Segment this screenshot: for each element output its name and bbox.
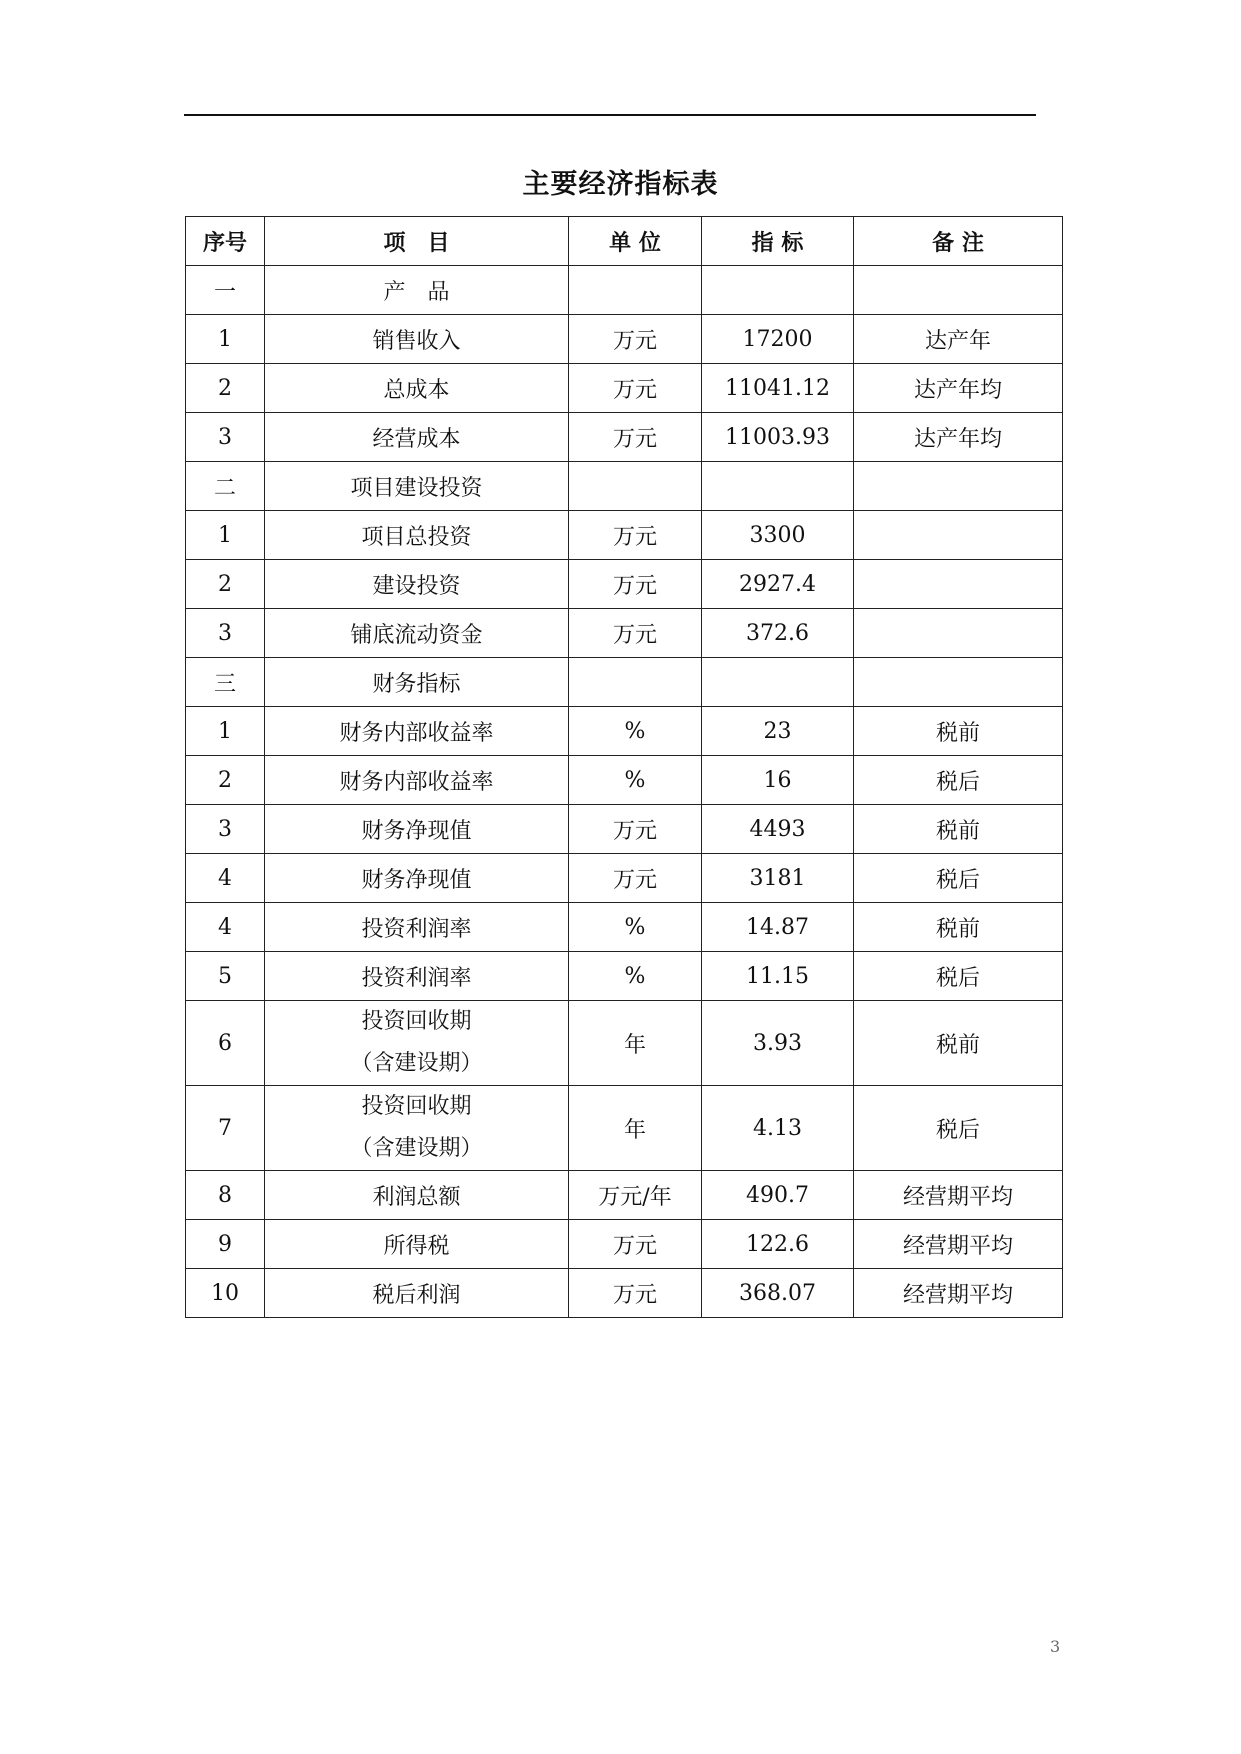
row-seq: 1: [186, 511, 265, 560]
row-item: 利润总额: [265, 1171, 569, 1220]
row-value: 4.13: [702, 1086, 854, 1171]
row-seq: 7: [186, 1086, 265, 1171]
table-row: [186, 658, 1063, 707]
row-seq: 10: [186, 1269, 265, 1318]
row-seq: 二: [186, 462, 265, 511]
row-note: 达产年均: [854, 364, 1063, 413]
row-unit: 万元: [569, 315, 702, 364]
row-item: 财务内部收益率: [265, 707, 569, 756]
table-row: [186, 266, 1063, 315]
row-note: 税前: [854, 805, 1063, 854]
row-item: 财务净现值: [265, 805, 569, 854]
row-item: 项目建设投资: [265, 462, 569, 511]
table-row: [186, 1001, 1063, 1086]
row-item: 销售收入: [265, 315, 569, 364]
row-seq: 1: [186, 315, 265, 364]
row-value: 2927.4: [702, 560, 854, 609]
row-note: 达产年均: [854, 413, 1063, 462]
table-header-row: [186, 217, 1063, 266]
row-value: 368.07: [702, 1269, 854, 1318]
row-value: 4493: [702, 805, 854, 854]
row-unit: [569, 658, 702, 707]
header-item: 项 目: [265, 217, 569, 266]
table-row: [186, 413, 1063, 462]
header-unit: 单 位: [569, 217, 702, 266]
row-unit: 万元: [569, 805, 702, 854]
row-seq: 6: [186, 1001, 265, 1086]
row-value: 23: [702, 707, 854, 756]
row-note: 经营期平均: [854, 1269, 1063, 1318]
row-seq: 一: [186, 266, 265, 315]
row-seq: 5: [186, 952, 265, 1001]
row-item: 投资利润率: [265, 903, 569, 952]
row-item: 财务内部收益率: [265, 756, 569, 805]
table-row: [186, 609, 1063, 658]
row-unit: [569, 462, 702, 511]
row-unit: 万元: [569, 854, 702, 903]
row-value: [702, 462, 854, 511]
row-unit: %: [569, 707, 702, 756]
row-unit: 万元: [569, 511, 702, 560]
row-note: 税后: [854, 952, 1063, 1001]
header-value: 指 标: [702, 217, 854, 266]
row-value: 122.6: [702, 1220, 854, 1269]
row-unit: 万元: [569, 609, 702, 658]
row-value: 3.93: [702, 1001, 854, 1086]
table-row: [186, 707, 1063, 756]
row-value: 14.87: [702, 903, 854, 952]
table-row: [186, 903, 1063, 952]
row-item: 总成本: [265, 364, 569, 413]
table-row: [186, 805, 1063, 854]
table-row: [186, 364, 1063, 413]
row-value: [702, 658, 854, 707]
header-seq: 序号: [186, 217, 265, 266]
row-item-line1: 投资回收期: [361, 1009, 472, 1034]
row-item: 税后利润: [265, 1269, 569, 1318]
row-seq: 2: [186, 364, 265, 413]
row-unit: 万元: [569, 364, 702, 413]
row-item: 建设投资: [265, 560, 569, 609]
row-note: [854, 609, 1063, 658]
row-note: [854, 658, 1063, 707]
row-item: 经营成本: [265, 413, 569, 462]
row-seq: 8: [186, 1171, 265, 1220]
economic-indicators-table: [185, 216, 1063, 1318]
row-note: 达产年: [854, 315, 1063, 364]
header-note: 备 注: [854, 217, 1063, 266]
table-row: [186, 854, 1063, 903]
row-unit: 万元: [569, 413, 702, 462]
row-seq: 3: [186, 805, 265, 854]
row-unit: 年: [569, 1001, 702, 1086]
row-value: [702, 266, 854, 315]
row-note: 税后: [854, 854, 1063, 903]
row-note: 经营期平均: [854, 1171, 1063, 1220]
row-item: 项目总投资: [265, 511, 569, 560]
row-unit: %: [569, 903, 702, 952]
table-row: [186, 952, 1063, 1001]
row-note: 经营期平均: [854, 1220, 1063, 1269]
table-row: [186, 1269, 1063, 1318]
row-note: [854, 462, 1063, 511]
table-title: 主要经济指标表: [522, 169, 719, 200]
row-item: [265, 1001, 569, 1086]
row-seq: 4: [186, 854, 265, 903]
row-note: 税前: [854, 903, 1063, 952]
row-note: 税前: [854, 1001, 1063, 1086]
row-item: [265, 1086, 569, 1171]
row-value: 11.15: [702, 952, 854, 1001]
row-unit: 年: [569, 1086, 702, 1171]
table-row: [186, 1171, 1063, 1220]
row-item: 财务净现值: [265, 854, 569, 903]
table-row: [186, 560, 1063, 609]
row-value: 11041.12: [702, 364, 854, 413]
row-unit: 万元: [569, 1269, 702, 1318]
row-item: 铺底流动资金: [265, 609, 569, 658]
row-item-line2: （含建设期）: [350, 1136, 483, 1161]
row-note: [854, 266, 1063, 315]
row-seq: 3: [186, 413, 265, 462]
table-row: [186, 1220, 1063, 1269]
row-unit: %: [569, 952, 702, 1001]
table-row: [186, 511, 1063, 560]
table-row: [186, 756, 1063, 805]
row-note: 税后: [854, 1086, 1063, 1171]
row-value: 3181: [702, 854, 854, 903]
row-value: 17200: [702, 315, 854, 364]
row-unit: 万元: [569, 1220, 702, 1269]
row-seq: 2: [186, 756, 265, 805]
page-number: 3: [1050, 1637, 1061, 1656]
row-note: [854, 511, 1063, 560]
row-item: 所得税: [265, 1220, 569, 1269]
row-item: 财务指标: [265, 658, 569, 707]
row-unit: 万元: [569, 560, 702, 609]
row-item: 投资利润率: [265, 952, 569, 1001]
row-unit: %: [569, 756, 702, 805]
table-row: [186, 315, 1063, 364]
row-value: 372.6: [702, 609, 854, 658]
row-value: 16: [702, 756, 854, 805]
row-item-line2: （含建设期）: [350, 1051, 483, 1076]
row-item: 产 品: [265, 266, 569, 315]
row-note: 税前: [854, 707, 1063, 756]
row-value: 3300: [702, 511, 854, 560]
row-seq: 1: [186, 707, 265, 756]
row-value: 11003.93: [702, 413, 854, 462]
row-seq: 三: [186, 658, 265, 707]
row-note: [854, 560, 1063, 609]
row-seq: 4: [186, 903, 265, 952]
row-unit: 万元/年: [569, 1171, 702, 1220]
table-row: [186, 462, 1063, 511]
row-value: 490.7: [702, 1171, 854, 1220]
row-unit: [569, 266, 702, 315]
row-seq: 3: [186, 609, 265, 658]
row-item-line1: 投资回收期: [361, 1094, 472, 1119]
row-seq: 9: [186, 1220, 265, 1269]
table-row: [186, 1086, 1063, 1171]
row-note: 税后: [854, 756, 1063, 805]
header-rule: [184, 114, 1036, 116]
row-seq: 2: [186, 560, 265, 609]
